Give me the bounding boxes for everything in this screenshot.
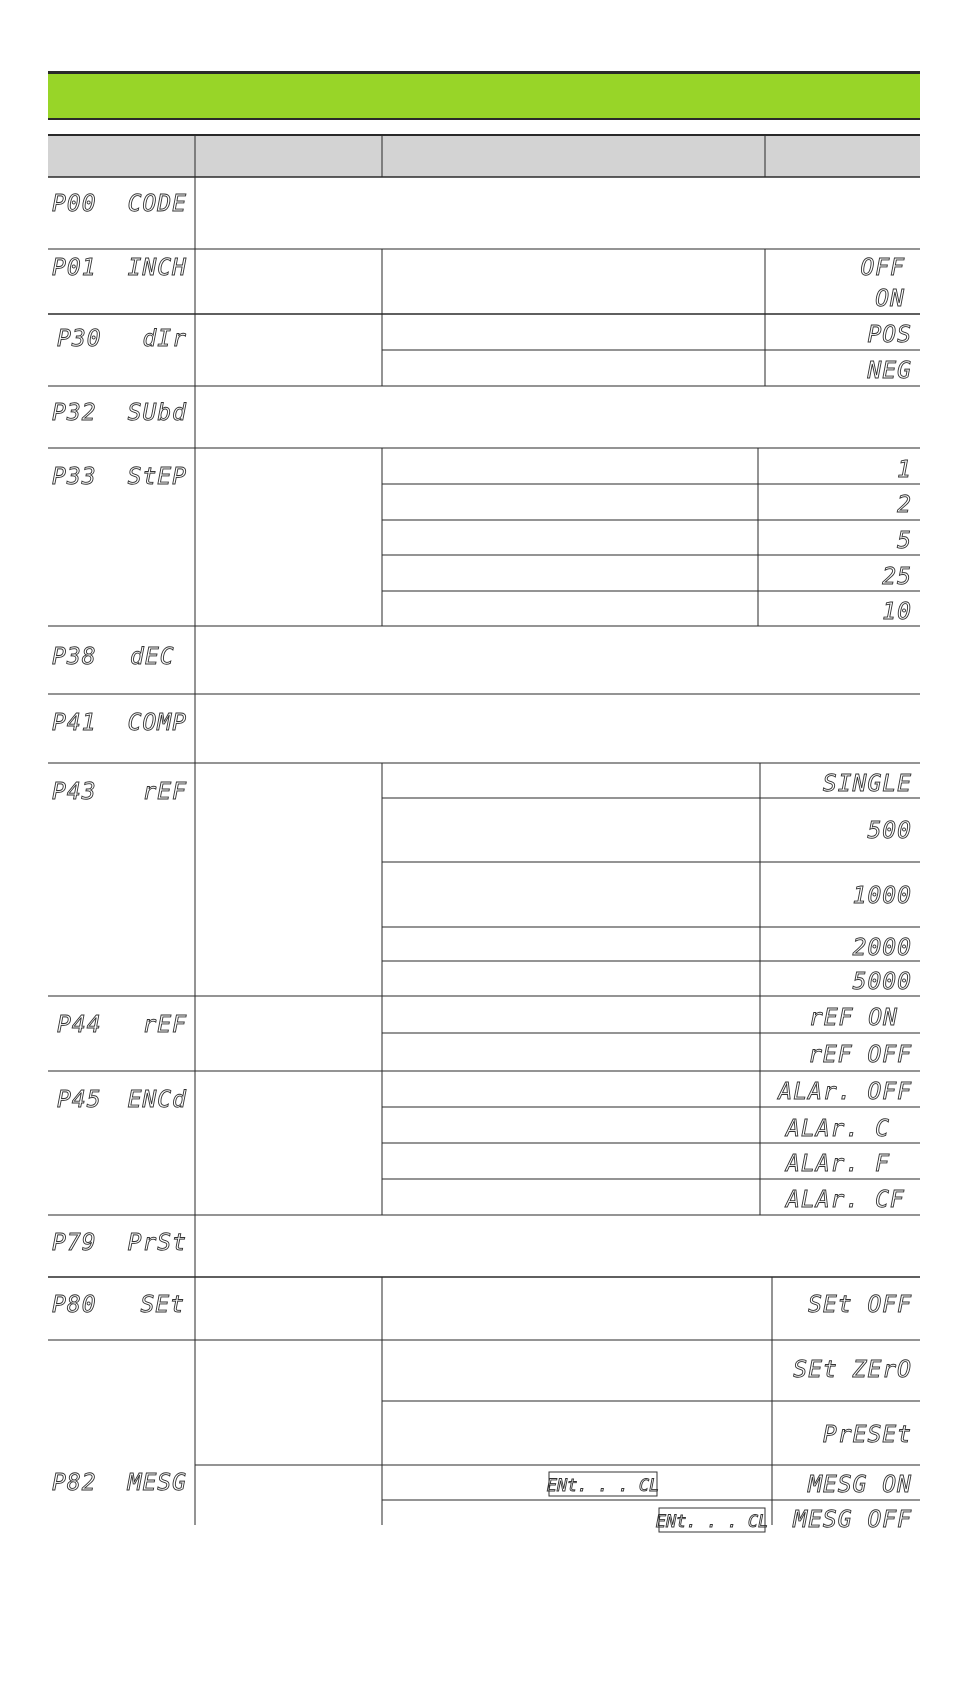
row-p30-value-2: NEG <box>867 358 912 384</box>
row-p41-name: COMP <box>127 710 187 736</box>
row-p82-value-1: MESG ON <box>808 1472 912 1498</box>
row-p45-value-1: ALAr. OFF <box>778 1079 912 1105</box>
row-p38-name: dEC <box>130 644 175 670</box>
row-p45-name: ENCd <box>127 1087 187 1113</box>
row-p44-code: P44 <box>57 1012 102 1038</box>
row-p44-value-2: rEF OFF <box>808 1042 912 1068</box>
row-p82-key-2: ENt. . . CL <box>655 1512 769 1532</box>
row-p30-code: P30 <box>57 326 102 352</box>
row-p79-code: P79 <box>52 1230 97 1256</box>
row-p33-value-4: 25 <box>882 564 912 590</box>
row-p00-name: CODE <box>127 191 187 217</box>
row-p82 <box>52 1470 912 1533</box>
row-p82-name: MESG <box>127 1470 187 1496</box>
row-p43-value-3: 1000 <box>852 883 912 909</box>
row-p32-name: SUbd <box>127 400 187 426</box>
row-p45-value-4: ALAr. CF <box>786 1187 905 1213</box>
row-p41-code: P41 <box>52 710 97 736</box>
row-p44-value-1: rEF ON <box>808 1005 898 1031</box>
row-p01-value-1: OFF <box>860 255 905 281</box>
row-p44 <box>57 1005 912 1068</box>
row-p30 <box>57 322 912 384</box>
row-p80-value-2: SEt ZErO <box>793 1357 912 1383</box>
table-header-row <box>48 135 920 177</box>
row-p38-code: P38 <box>52 644 97 670</box>
row-p80-value-1: SEt OFF <box>808 1292 912 1318</box>
row-p43-code: P43 <box>52 779 97 805</box>
row-p01-code: P01 <box>52 255 97 281</box>
row-p00-code: P00 <box>52 191 97 217</box>
row-p01-name: INCH <box>127 255 187 281</box>
row-p43-name: rEF <box>142 779 187 805</box>
row-p43-value-2: 500 <box>867 818 912 844</box>
row-p80-value-3: PrESEt <box>822 1422 912 1448</box>
row-p80-code: P80 <box>52 1292 97 1318</box>
row-p33-value-5: 10 <box>882 599 912 625</box>
row-p43-value-4: 2000 <box>852 935 912 961</box>
row-p82-key-1: ENt. . . CL <box>546 1476 660 1496</box>
row-p33 <box>52 457 912 625</box>
row-p01-value-2: ON <box>875 286 905 312</box>
row-p30-value-1: POS <box>867 322 912 348</box>
row-p41 <box>52 710 187 736</box>
row-p32 <box>52 400 187 426</box>
row-p43-value-5: 5000 <box>852 969 912 995</box>
row-p43-value-1: SINGLE <box>822 771 912 797</box>
row-p80-name: SEt <box>140 1292 185 1318</box>
row-p45-value-3: ALAr. F <box>786 1151 890 1177</box>
row-p79-name: PrSt <box>127 1230 187 1256</box>
row-p33-value-3: 5 <box>897 528 912 554</box>
row-p82-code: P82 <box>52 1470 97 1496</box>
row-p44-name: rEF <box>142 1012 187 1038</box>
row-p33-name: StEP <box>127 464 187 490</box>
row-p45-code: P45 <box>57 1087 102 1113</box>
row-p80 <box>52 1292 912 1448</box>
row-p32-code: P32 <box>52 400 97 426</box>
row-p00 <box>52 191 187 217</box>
row-p33-value-1: 1 <box>897 457 912 483</box>
row-p38 <box>52 644 175 670</box>
row-p45-value-2: ALAr. C <box>786 1116 890 1142</box>
row-p33-value-2: 2 <box>897 492 912 518</box>
row-p33-code: P33 <box>52 464 97 490</box>
row-p45 <box>57 1079 912 1213</box>
row-p82-value-2: MESG OFF <box>793 1507 912 1533</box>
row-p30-name: dIr <box>142 326 187 352</box>
row-p79 <box>52 1230 187 1256</box>
row-p01 <box>52 255 905 312</box>
